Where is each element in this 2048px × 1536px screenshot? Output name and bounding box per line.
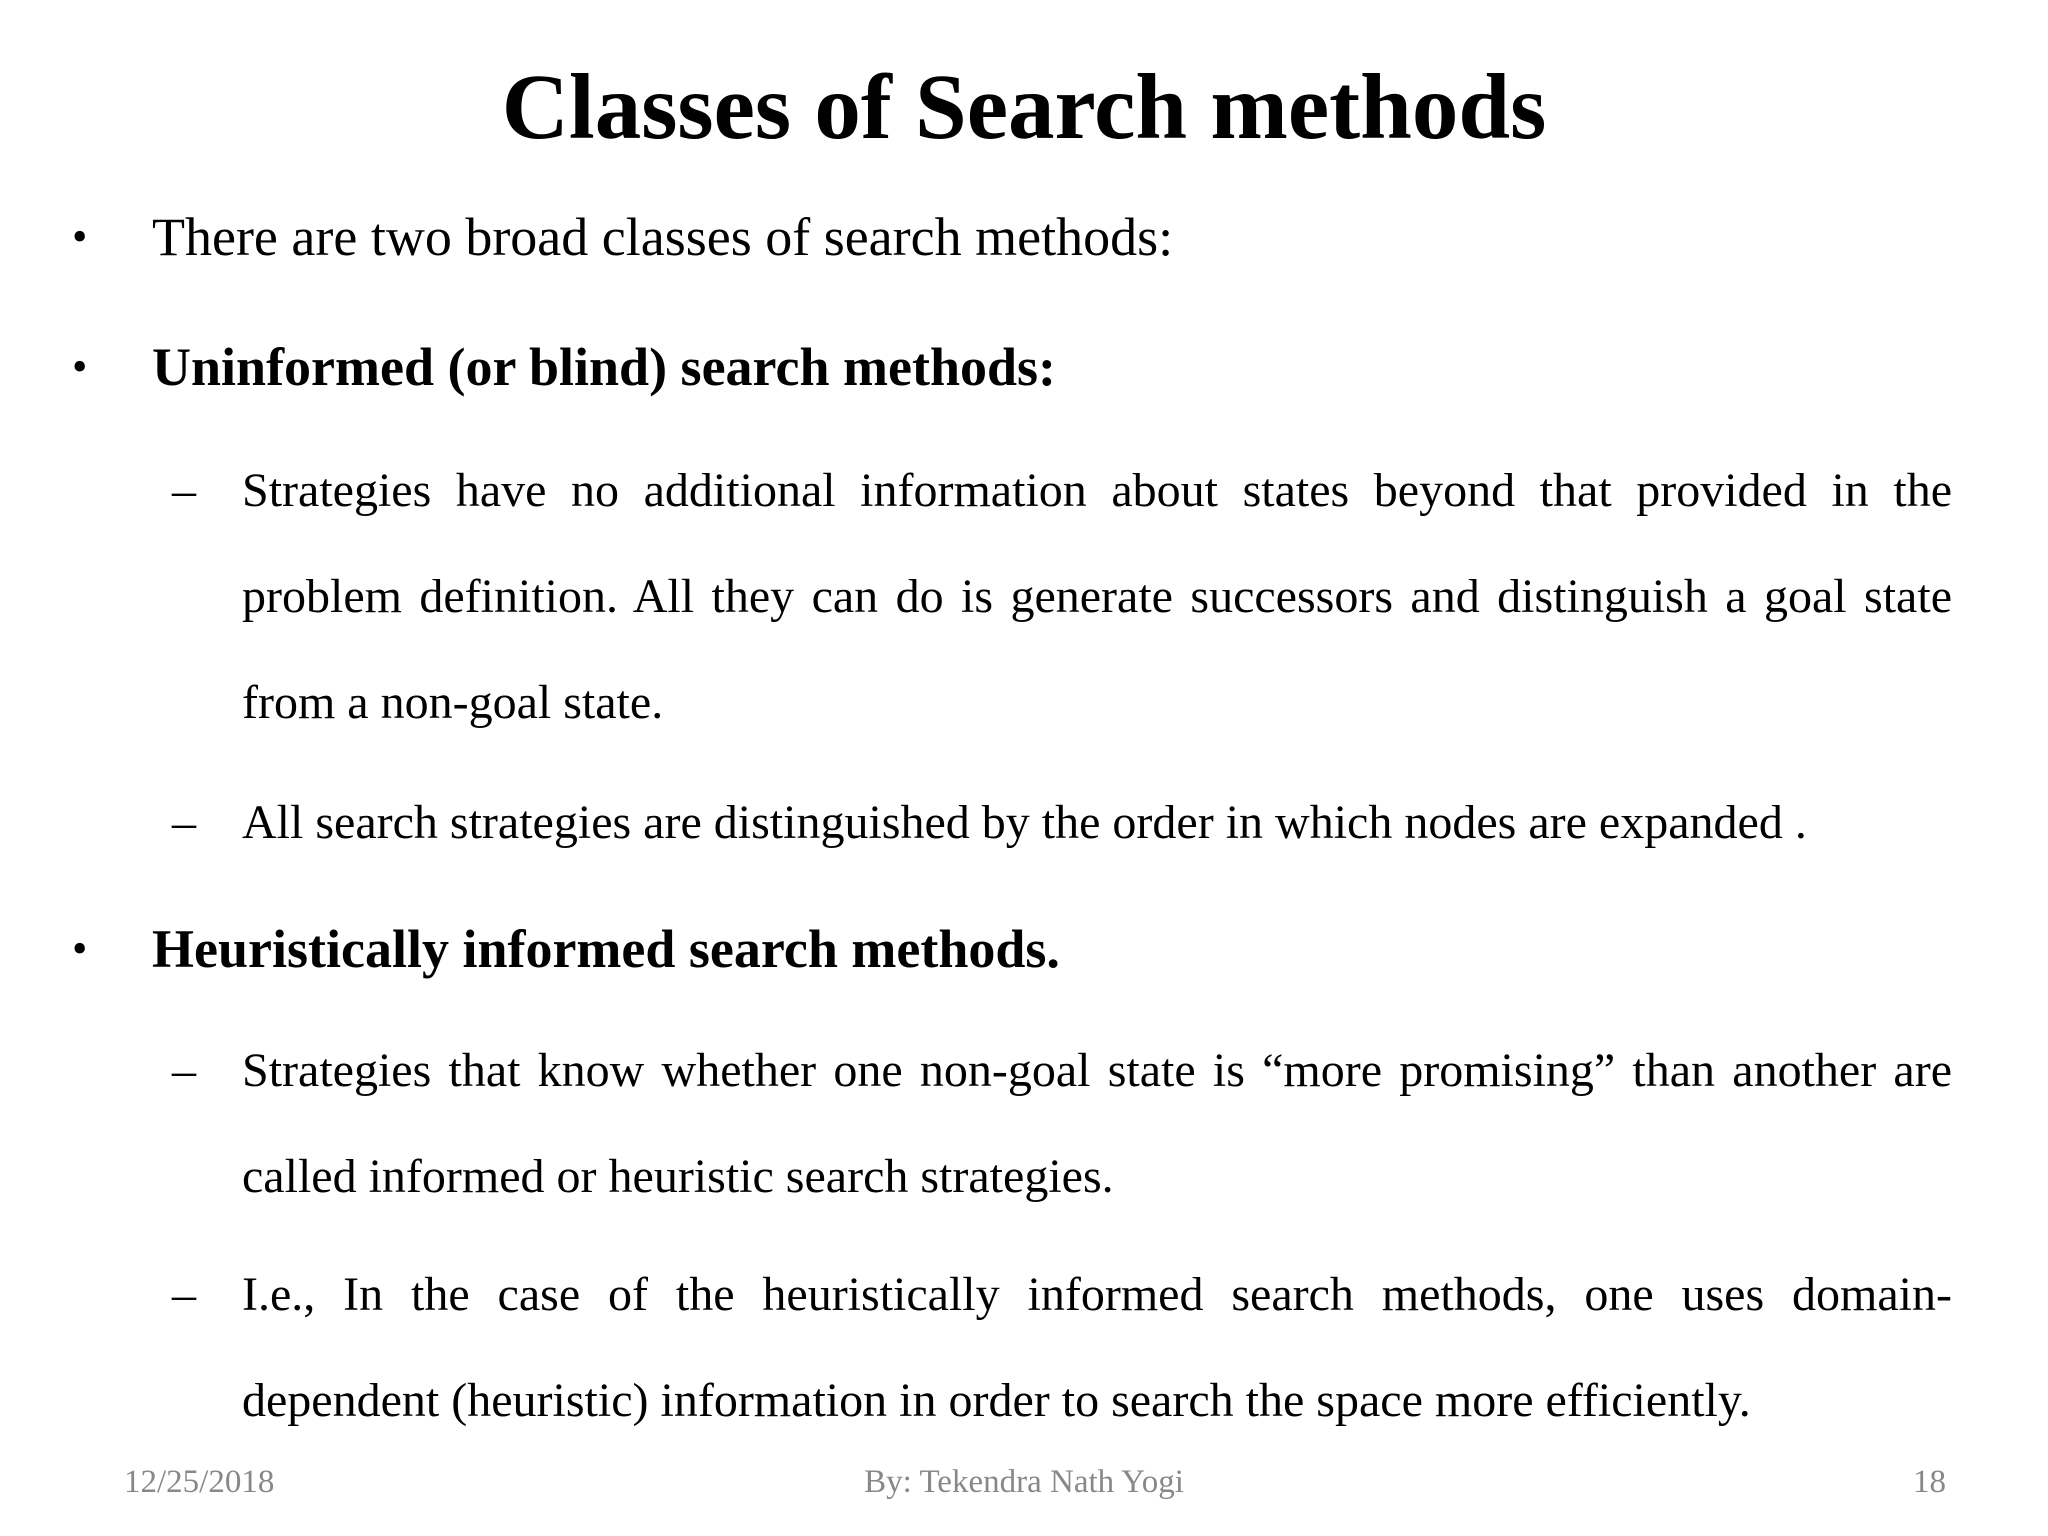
footer-date: 12/25/2018 (124, 1464, 275, 1500)
bullet-mark: • (72, 342, 88, 391)
bullet-text: There are two broad classes of search methods: (152, 207, 1174, 267)
bullet-mark: • (72, 212, 88, 261)
subpoint-text: I.e., In the case of the heuristically informed search methods, one uses domain-dependent (heuristic) information in order to search the space more efficiently. (242, 1268, 1952, 1427)
footer-page-number: 18 (1913, 1464, 1946, 1500)
bullet-mark: • (72, 924, 88, 973)
dash-mark: – (172, 1044, 196, 1097)
footer-author: By: Tekendra Nath Yogi (864, 1464, 1184, 1500)
bullet-heading: Heuristically informed search methods. (152, 919, 1060, 979)
dash-mark: – (172, 796, 196, 849)
bullet-heading: Uninformed (or blind) search methods: (152, 337, 1057, 397)
subpoint-text: Strategies that know whether one non-goal state is “more promising” than another are called informed or heuristic search strategies. (242, 1044, 1952, 1203)
dash-mark: – (172, 1268, 196, 1321)
subpoint-text: All search strategies are distinguished by the order in which nodes are expanded . (242, 796, 1807, 849)
slide-title: Classes of Search methods (501, 56, 1547, 159)
dash-mark: – (172, 464, 196, 517)
subpoint-text: Strategies have no additional information about states beyond that provided in the problem definition. All they can do is generate successors and distinguish a goal state from a non-goal state. (242, 464, 1952, 729)
